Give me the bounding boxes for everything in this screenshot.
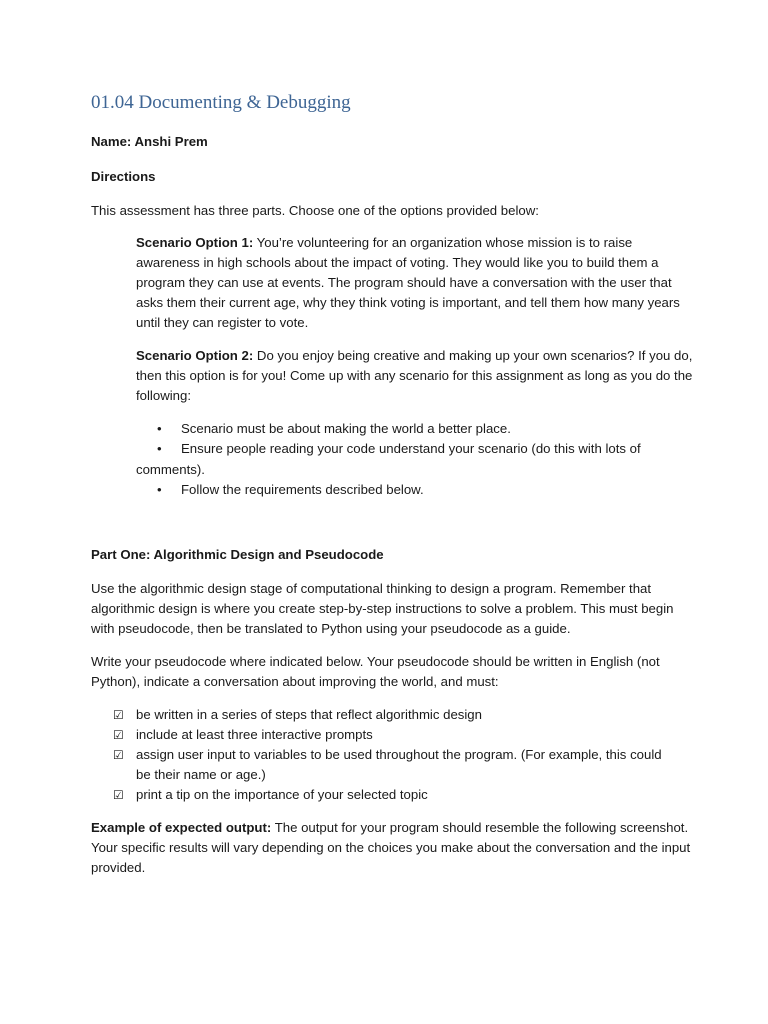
checklist-item: print a tip on the importance of your selected topic [136,787,428,802]
scenario-option-1-text: You’re volunteering for an organization whose mission is to raise awareness in high schools about the impact of voting. They would like you to build them a program they can use at events. The program should have a conversation with the user that asks them their current age, why they think voting is important, and tell them how many years until they can register to vote. [136,235,680,330]
checklist-item: include at least three interactive prompts [136,727,373,742]
list-item: Follow the requirements described below. [181,482,424,497]
example-output-text: The output for your program should resemble the following screenshot. Your specific results will vary depending on the choices you make about the conversation and the input provided. [91,820,691,875]
example-output-label: Example of expected output: [91,820,272,835]
page-title: 01.04 Documenting & Debugging [91,92,351,113]
scenario-option-2-label: Scenario Option 2: [136,348,254,363]
name-line: Name: Anshi Prem [91,134,208,149]
scenario-option-1 [136,233,696,333]
bullet-icon: • [157,441,162,456]
checkbox-icon: ☑ [113,748,124,762]
checkbox-icon: ☑ [113,788,124,802]
example-output-paragraph [91,818,691,878]
bullet-icon: • [157,482,162,497]
checklist-item: assign user input to variables to be used throughout the program. (For example, this could be their name or age.) [136,747,662,782]
checkbox-icon: ☑ [113,708,124,722]
scenario-option-2-text: Do you enjoy being creative and making up your own scenarios? If you do, then this option is for you! Come up with any scenario for this assignment as long as you do the following: [136,348,693,403]
scenario-option-1-label: Scenario Option 1: [136,235,254,250]
part-one-paragraph-1: Use the algorithmic design stage of computational thinking to design a program. Remember that algorithmic design is where you create step-by-step instructions to solve a problem. This must begin with pseudocode, then be translated to Python using your pseudocode as a guide. [91,581,674,636]
bullet-icon: • [157,421,162,436]
part-one-heading: Part One: Algorithmic Design and Pseudocode [91,547,384,562]
list-item: Scenario must be about making the world a better place. [181,421,511,436]
checklist-item: be written in a series of steps that reflect algorithmic design [136,707,482,722]
scenario-option-2 [136,346,696,406]
intro-text: This assessment has three parts. Choose one of the options provided below: [91,203,539,218]
directions-heading: Directions [91,169,156,184]
list-item-continuation: comments). [136,462,205,477]
part-one-paragraph-2: Write your pseudocode where indicated below. Your pseudocode should be written in English (not Python), indicate a conversation about improving the world, and must: [91,654,660,689]
checkbox-icon: ☑ [113,728,124,742]
list-item: Ensure people reading your code understand your scenario (do this with lots of [181,441,641,456]
